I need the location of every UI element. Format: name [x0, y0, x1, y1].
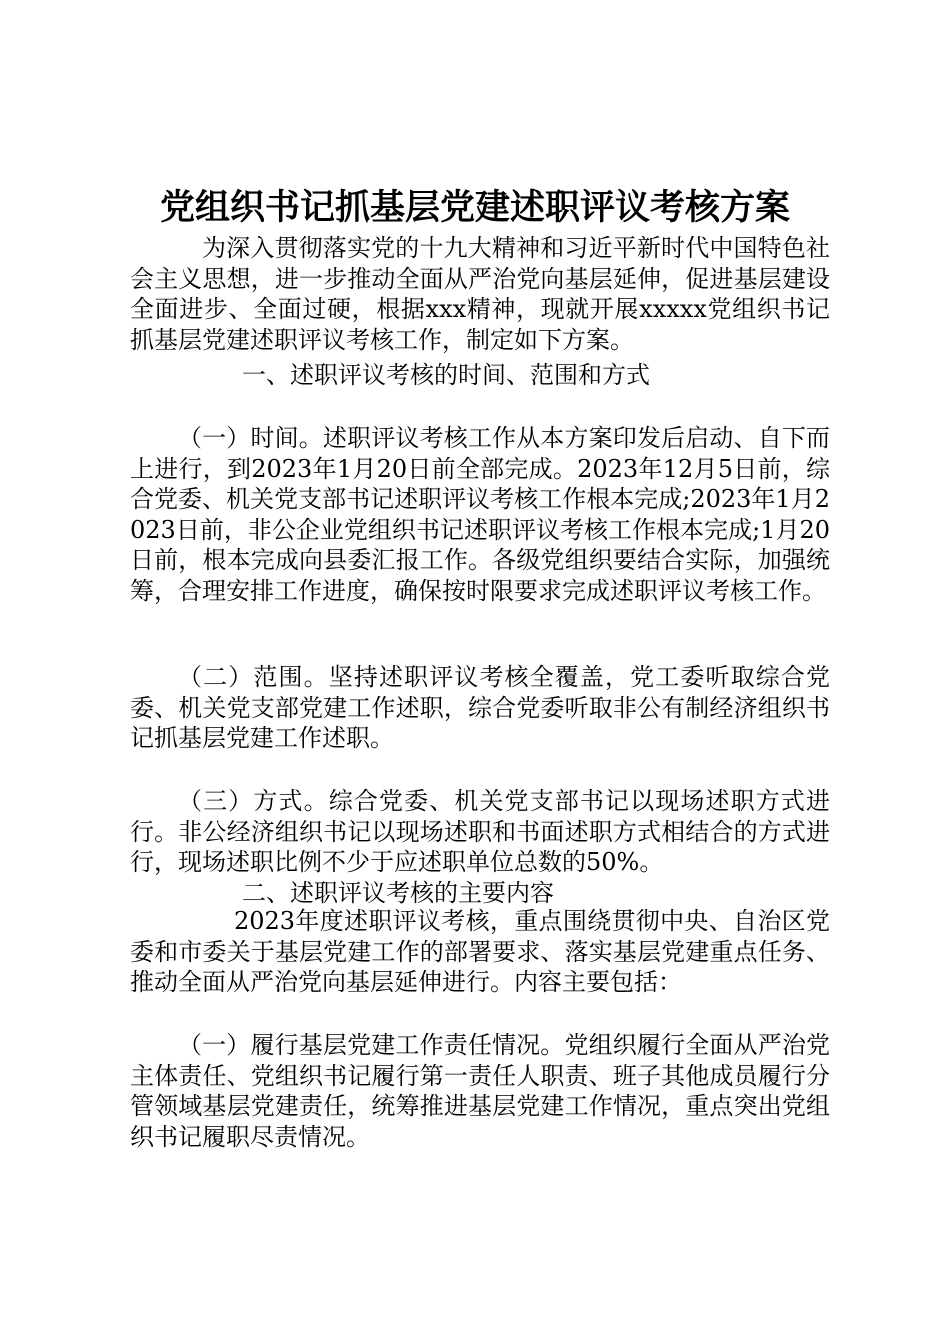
document-title: 党组织书记抓基层党建述职评议考核方案	[159, 187, 790, 228]
scope-paragraph: （二）范围。坚持述职评议考核全覆盖，党工委听取综合党委、机关党支部党建工作述职，综合党委听取非公有制经济组织书记抓基层党建工作述职。	[130, 663, 830, 752]
content-paragraph: 2023年度述职评议考核，重点围绕贯彻中央、自治区党委和市委关于基层党建工作的部署要求、落实基层党建重点任务、推动全面从严治党向基层延伸进行。内容主要包括：	[130, 907, 830, 996]
intro-paragraph: 为深入贯彻落实党的十九大精神和习近平新时代中国特色社会主义思想，进一步推动全面从严治党向基层延伸，促进基层建设全面进步、全面过硬，根据xxx精神，现就开展xxxxx党组织书记抓基层党建述职评议考核工作，制定如下方案。	[130, 234, 830, 354]
section-2-heading: 二、述职评议考核的主要内容	[242, 879, 554, 907]
time-paragraph: （一）时间。述职评议考核工作从本方案印发后启动、自下而上进行，到2023年1月20日前全部完成。2023年12月5日前，综合党委、机关党支部书记述职评议考核工作根本完成;2023年1月2023日前，非公企业党组织书记述职评议考核工作根本完成;1月20日前，根本完成向县委汇报工作。各级党组织要结合实际，加强统筹，合理安排工作进度，确保按时限要求完成述职评议考核工作。	[130, 424, 830, 605]
duty-paragraph: （一）履行基层党建工作责任情况。党组织履行全面从严治党主体责任、党组织书记履行第一责任人职责、班子其他成员履行分管领域基层党建责任，统筹推进基层党建工作情况，重点突出党组织书记履职尽责情况。	[130, 1031, 830, 1151]
mode-paragraph: （三）方式。综合党委、机关党支部书记以现场述职方式进行。非公经济组织书记以现场述职和书面述职方式相结合的方式进行，现场述职比例不少于应述职单位总数的50%。	[130, 787, 830, 876]
section-1-heading: 一、述职评议考核的时间、范围和方式	[242, 361, 650, 389]
